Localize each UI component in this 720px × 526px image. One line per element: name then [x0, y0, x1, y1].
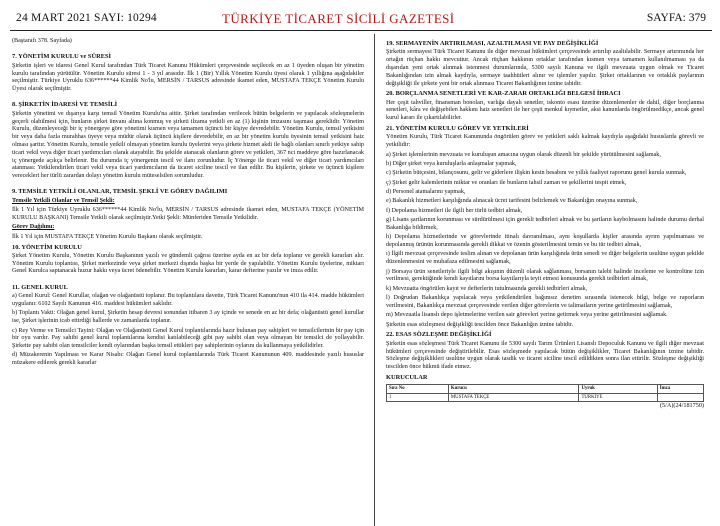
cell-founder: MUSTAFA TEKÇE — [448, 393, 579, 402]
section-10-text: Şirket Yönetim Kurulu, Yönetim Kurulu Başkanının yazılı ve gündemli çağrısı üzerine ayda en az bir defa toplanır ve gerekli kararları alır. Yönetim Kurulu toplantısı, Şirket merkezinde veya şirket merkezi dışında başka bir yerde de yapılabilir. Yönetim Kurulu üyelerine, miktarı Genel Kurulca saptanacak huzur hakkı veya ücret ödenebilir. Yönetim Kurulu kararları, karar defterine yazılır ve imza edilir. — [12, 252, 364, 275]
right-column — [386, 38, 704, 412]
section-21-intro: Yönetim Kurulu, Türk Ticaret Kanununda öngörülen görev ve yetkileri saklı kalmak kaydıyla aşağıdaki hususlarda görevli ve yetkilidir: — [386, 134, 704, 149]
section-10-title: 10. YÖNETİM KURULU — [12, 243, 82, 251]
section-19-text: Şirketin sermayesi Türk Ticaret Kanunu ile diğer mevzuat hükümleri çerçevesinde artırılıp azaltılabilir. Sermaye artırımında her ortağın rüçhan hakkı mevcuttur. Ancak rüçhan hakkının ortaklar tarafından kısmen veya tamamen kullanılmaması ya da dışarıdan yeni ortak alınmak istenmesi durumlarında, 5300 sayılı Kanuna ve ilgili mevzuata uygun olmak ve Ticaret Bakanlığından izin almak kaydıyla, sermaye taahhütleri alınır ve işlemler yapılır. Şirket ortaklarının ve ortaklık paylarının değişikliği ile şirkete yeni bir ortak alınması Ticaret Bakanlığının iznine tabidir. — [386, 49, 704, 87]
section-19-title: 19. SERMAYENİN ARTIRILMASI, AZALTILMASI VE PAY DEĞİŞİKLİĞİ — [386, 40, 599, 47]
list-item: h) Depolama hizmetlerinde ve görevlerinde itinalı davranılması, aynı koşullarda kişiler arasında ayrım yapılmaması ve depolanmış ürünün korunmasında gerekli dikkat ve özenin gösterilmesini temin ve bu tür tedbiri almak, — [386, 234, 704, 249]
list-item: d) Personel atamalarını yapmak, — [386, 189, 466, 196]
list-item: Şirketin esas sözleşmesi değişikliği tescilden önce Bakanlığın iznine tabidir. — [386, 321, 574, 328]
section-7-title: 7. YÖNETİM KURULU ve SÜRESİ — [12, 53, 112, 61]
founders-table-header-row — [387, 384, 704, 393]
col-header-signature: İmza — [657, 384, 703, 393]
left-column — [12, 38, 364, 370]
section-11-b: b) Toplantı Vakti: Olağan genel kurul, Şirketin hesap devresi sonundan itibaren 3 ay içinde ve senede en az bir defa; olağanüstü genel kurullar ise, Şirket işlerinin icab ettirdiği hallerde ve zamanlarda toplanır. — [12, 310, 364, 325]
section-22-text: Şirketin esas sözleşmesi Türk Ticaret Kanunu ile 5300 sayılı Tarım Ürünleri Lisanslı Depoculuk Kanunu ve ilgili diğer mevzuat hükümleri çerçevesinde değiştirilebilir. Esas sözleşmede yapılacak bütün değişiklikler, Ticaret Bakanlığının iznine tabidir. Sözleşme değişiklikleri usulüne uygun olarak tasdik ve ticaret siciline tescil edildikten sonra ilan ettirilir. Sözleşme değişikliği tescilden önce hükmü ifade etmez. — [386, 340, 704, 371]
list-item: g) Lisans şartlarının korunması ve sürdürülmesi için gerekli tedbirleri almak ve bu şartların kaybolmasını halinde durumu derhal Bakanlığa bildirmek, — [386, 217, 704, 231]
list-item: m) Mevzuatla lisanslı depo işletmelerine verilen sair görevleri yerine getirmek veya yerine getirilmesini sağlamak. — [386, 312, 668, 319]
cell-order: 1 — [387, 393, 449, 402]
issue-date-number: 24 MART 2021 SAYI: 10294 — [16, 12, 157, 24]
founders-title: KURUCULAR — [386, 373, 428, 381]
col-header-nationality: Uyruk — [579, 384, 657, 393]
section-11-d: d) Müzakerenin Yapılması ve Karar Nisabı: Olağan Genel kurul toplantılarında Türk Ticaret Kanununun 409. maddesinde yazılı hususlar müzakere edilerek gerekli kararlar — [12, 352, 364, 367]
section-9-subtitle-duties: Görev Dağılımı: — [12, 224, 55, 231]
section-20-title: 20. BORÇLANMA SENETLERİ VE KAR-ZARAR ORTAKLIĞI BELGESİ İHRACI — [386, 90, 621, 98]
list-item: a) Şirket işlemlerinin mevzuata ve kuruluşun amacına uygun olarak düzenli bir şekilde yürütülmesini sağlamak, — [386, 151, 661, 158]
list-item: ç) Şirket gelir kalemlerinin miktar ve oranları ile bunların tahsil zaman ve şekillerini tespit etmek, — [386, 179, 627, 186]
list-item: k) Mevzuatta öngörülen kayıt ve defterlerin tutulmasında gerekli tedbirleri almak, — [386, 285, 588, 292]
section-21-list — [386, 152, 704, 330]
cell-signature — [657, 393, 703, 402]
cell-nationality: TÜRKİYE — [579, 393, 657, 402]
page-number: SAYFA: 379 — [646, 12, 706, 24]
section-11-title: 11. GENEL KURUL — [12, 283, 68, 291]
column-divider — [374, 34, 375, 526]
section-20-text: Her çeşit tahviller, finansman bonoları, varlığa dayalı senetler, iskonto esası üzerine düzenlenenler de dahil, diğer borçlanma senetleri, kâra ve değişebilen hakkını haiz senetleri ile her çeşit menkul kıymetler, aksi kanunlarda öngörülmedikçe, ancak genel kurul kararı ile çıkartılabilirler. — [386, 99, 704, 122]
section-8-text: Şirketin yönetimi ve dışarıya karşı temsil Yönetim Kurulu'na aittir. Şirket tarafından verilecek bütün belgelerin ve yapılacak sözleşmelerin geçerli olabilmesi için, bunların şirket ünvanı altına konmuş ve şirketi ilzama yetkili en az (1) kişinin imzasını taşıması gereklidir. Yönetim Kurulu, düzenleyeceği bir iç yönergeye göre yönetimi kısmen veya tamamen üçüncü bir kişiye devredebilir. Yönetim Kurulu, temsil yetkisini bir veya daha fazla murahhas üyeye veya müdür olarak üçüncü kişilere devredebilir, en az bir yönetim kurulu üyesinin temsil yetkisini haiz olması şarttır. Yönetim Kurulu, temsile yetkili olmayan yönetim kurulu üyelerini veya şirkete hizmet akdi ile bağlı olanları sınırlı yetkiye sahip ticari vekil veya diğer ticari yardımcıları olarak atayabilir. Bu şekilde atanacak olanların görev ve yetkileri, 367 nci maddeye göre hazırlanacak iç yönergede açıkça belirlenir. Bu durumda iç yönergenin tescil ve ilanı zorunludur. İç Yönerge ile ticari vekil ve diğer ticari yardımcıları atanması: Yetkilendirilen ticari vekil veya ticari yardımcıların da ticaret siciline tescil ve ilan edilir. Bu kişilerin, şirkete ve üçüncü kişilere verecekleri her türlü zarardan dolayı yönetim kurulu müteselsilen sorumludur. — [12, 110, 364, 180]
section-21-title: 21. YÖNETİM KURULU GÖREV VE YETKİLERİ — [386, 125, 529, 132]
section-7-text: Şirketin işleri ve idaresi Genel Kurul tarafından Türk Ticaret Kanunu Hükümleri çerçevesinde seçilecek en az 1 üyeden oluşan bir yönetim kurulu tarafından yürütülür. Yönetim Kurulu süresi 1 - 3 yıl arasıdır. İlk 1 (Bir) Yıllık Yönetim Kurulu üyesi olarak 1 yıllığına aşağıdakiler seçilmiştir. Türkiye Uyruklu 636******44 Kimlik No'lu, MERSİN / TARSUS adresinde ikamet eden, MUSTAFA TEKÇE Yönetim Kurulu Üyesi olarak seçilmiştir. — [12, 62, 364, 93]
list-item: b) Diğer şirket veya kuruluşlarla anlaşmalar yapmak, — [386, 160, 517, 167]
founders-table — [386, 384, 704, 403]
section-9-text: İlk 1 Yıl için Türkiye Uyruklu 636******44 Kimlik No'lu, MERSİN / TARSUS adresinde ikamet eden, MUSTAFA TEKÇE (YÖNETİM KURULU BAŞKANI) Temsile Yetkili olarak seçilmiştir.Yetki Şekli: Münferiden Temsile Yetkilidir. — [12, 207, 364, 221]
col-header-order: Sıra No — [387, 384, 449, 393]
section-22-title: 22. ESAS SÖZLEŞME DEĞİŞİKLİĞİ — [386, 331, 492, 339]
section-9-duties-text: İlk 1 Yıl için MUSTAFA TEKÇE Yönetim Kurulu Başkanı olarak seçilmiştir. — [12, 233, 203, 240]
header-rule — [10, 30, 712, 31]
list-item: c) Şirketin bütçesini, bilançosunu, gelir ve giderlere ilişkin kesin hesabını ve yıllık faaliyet raporunu genel kurula sunmak, — [386, 170, 687, 177]
list-item: l) Doğrudan Bakanlıkça yapılacak veya yetkilendirilen bağımsız denetim sırasında istenecek bilgi, belge ve raporların verilmesini, Bakanlıkça mevzuat çerçevesinde verilen diğer görevlerin ve talimatların yerine getirilmesini sağlamak, — [386, 295, 704, 309]
list-item: e) Bakanlık hizmetleri karşılığında alınacak ücret tarifesini belirlemek ve Bakanlığın onayına sunmak, — [386, 198, 638, 205]
list-item: j) Borsaya ürün senetleriyle ilgili bilgi akışının düzenli olarak sağlanması, borsanın talebi halinde inceleme ve kontrolüne izin verilmesi, gerektiğinde kendi kayıtlarını borsa kayıtlarıyla teyit etmesi konusunda gerekli tedbirleri almak, — [386, 268, 704, 283]
continuation-note: (Baştarafı 378. Sayfada) — [12, 38, 72, 44]
ad-reference-code: (5/A)(24/181750) — [660, 402, 704, 410]
section-8-title: 8. ŞİRKETİN İDARESİ VE TEMSİLİ — [12, 101, 118, 109]
gazette-title: TÜRKİYE TİCARET SİCİLİ GAZETESİ — [222, 11, 455, 26]
col-header-founder: Kurucu — [448, 384, 579, 393]
table-row — [387, 393, 704, 402]
section-11-c: c) Rey Verme ve Temsilci Tayini: Olağan ve Olağanüstü Genel Kurul toplantılarında hazır bulunan pay sahipleri ve temsilcilerinin bir pay için bir oyu vardır. Pay sahibi genel kurul toplantılarına kendisi katılabileceği gibi pay sahibi olan veya olmayan bir temsilci de yollayabilir. Şirkette pay sahibi olan temsilciler kendi oylarından başka temsil ettikleri pay sahiplerinin oylarını da kullanmaya yetkilidirler. — [12, 327, 364, 350]
page-header — [0, 0, 720, 34]
section-9-subtitle-representation: Temsile Yetkili Olanlar ve Temsil Şekli: — [12, 197, 115, 204]
section-9-title: 9. TEMSİLE YETKİLİ OLANLAR, TEMSİL ŞEKLİ VE GÖREV DAĞILIMI — [12, 188, 228, 196]
section-11-a: a) Genel Kurul: Genel Kurullar, olağan ve olağanüstü toplanır. Bu toplantılara davette, Türk Ticaret Kanunu'nun 410 ila 414. madde hükümleri uygulanır. 6102 Sayılı Kanunun 416. maddesi hükümleri saklıdır. — [12, 293, 364, 307]
list-item: ı) İlgili mevzuat çerçevesinde teslim alınan ve depolanan ürün karşılığında ürün senedi ve diğer belgelerin usulüne uygun şekilde düzenlenmesini ve muhafaza edilmesini sağlamak, — [386, 251, 704, 266]
list-item: f) Depolama hizmetleri ile ilgili her türlü tedbiri almak, — [386, 207, 523, 214]
